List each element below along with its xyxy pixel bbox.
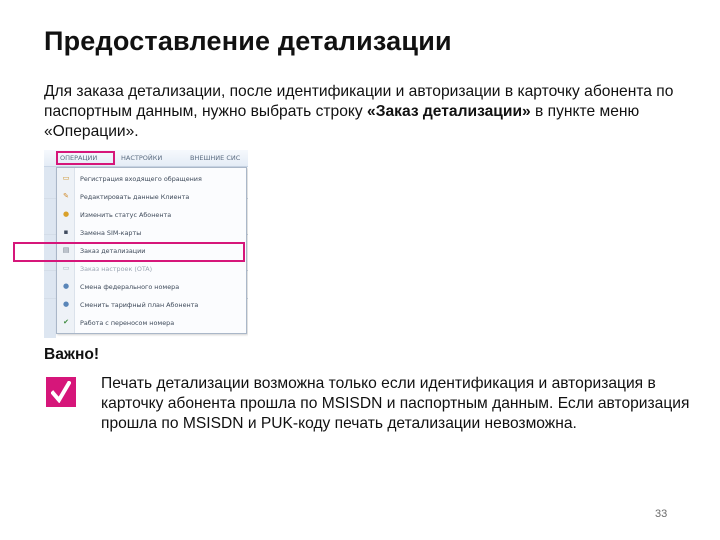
- menu-item-label: Заказ настроек (OTA): [80, 265, 153, 273]
- status-icon: ●: [62, 210, 70, 218]
- menu-operations[interactable]: ОПЕРАЦИИ: [60, 154, 98, 162]
- note-icon: ▭: [62, 174, 70, 182]
- menu-item-edit-client[interactable]: [57, 188, 246, 205]
- order-details-highlight-frame: [13, 242, 245, 262]
- menu-item-change-number[interactable]: [57, 278, 246, 295]
- menu-settings[interactable]: НАСТРОЙКИ: [121, 154, 163, 162]
- menu-item-label: Сменить тарифный план Абонента: [80, 301, 199, 309]
- menu-item-label: Заказ детализации: [80, 247, 146, 255]
- menu-item-change-status[interactable]: [57, 206, 246, 223]
- intro-part-2: в пункте меню «Операции».: [44, 103, 640, 140]
- menu-item-label: Регистрация входящего обращения: [80, 175, 202, 183]
- checkmark-icon: [51, 381, 71, 403]
- sim-icon: ▪: [63, 228, 69, 236]
- page-title: Предоставление детализации: [44, 26, 452, 56]
- menu-item-label: Работа с переносом номера: [80, 319, 175, 327]
- intro-bold: «Заказ детализации»: [367, 103, 531, 120]
- menu-item-change-tariff[interactable]: [57, 296, 246, 313]
- operations-highlight-frame: [56, 151, 115, 165]
- settings-icon: ▭: [62, 264, 70, 272]
- check-icon: ✔: [63, 318, 69, 326]
- menu-item-number-porting[interactable]: [57, 314, 246, 331]
- page-number: 33: [655, 508, 668, 520]
- intro-part-1: Для заказа детализации, после идентификации и авторизации в карточку абонента по паспортным данным, нужно выбрать строку: [44, 83, 674, 120]
- menu-item-replace-sim[interactable]: [57, 224, 246, 241]
- menu-item-label: Замена SIM-карты: [80, 229, 142, 237]
- document-icon: ▤: [62, 246, 70, 254]
- tariff-icon: ●: [62, 300, 70, 308]
- menu-external-systems[interactable]: ВНЕШНИЕ СИС: [190, 154, 241, 162]
- menu-item-order-settings[interactable]: [57, 260, 246, 277]
- edit-icon: ✎: [63, 192, 69, 200]
- important-label: Важно!: [44, 346, 100, 363]
- menu-item-label: Смена федерального номера: [80, 283, 180, 291]
- intro-text: [44, 82, 684, 142]
- menu-item-register-request[interactable]: [57, 170, 246, 187]
- checkmark-badge: [46, 377, 76, 407]
- menu-item-label: Изменить статус Абонента: [80, 211, 172, 219]
- menu-item-label: Редактировать данные Клиента: [80, 193, 190, 201]
- important-note: Печать детализации возможна только если идентификация и авторизация в карточку абонента прошла по MSISDN и паспортным данным. Если авторизация прошла по MSISDN и PUK-коду печать детализации невозможна.: [101, 375, 690, 432]
- number-icon: ●: [62, 282, 70, 290]
